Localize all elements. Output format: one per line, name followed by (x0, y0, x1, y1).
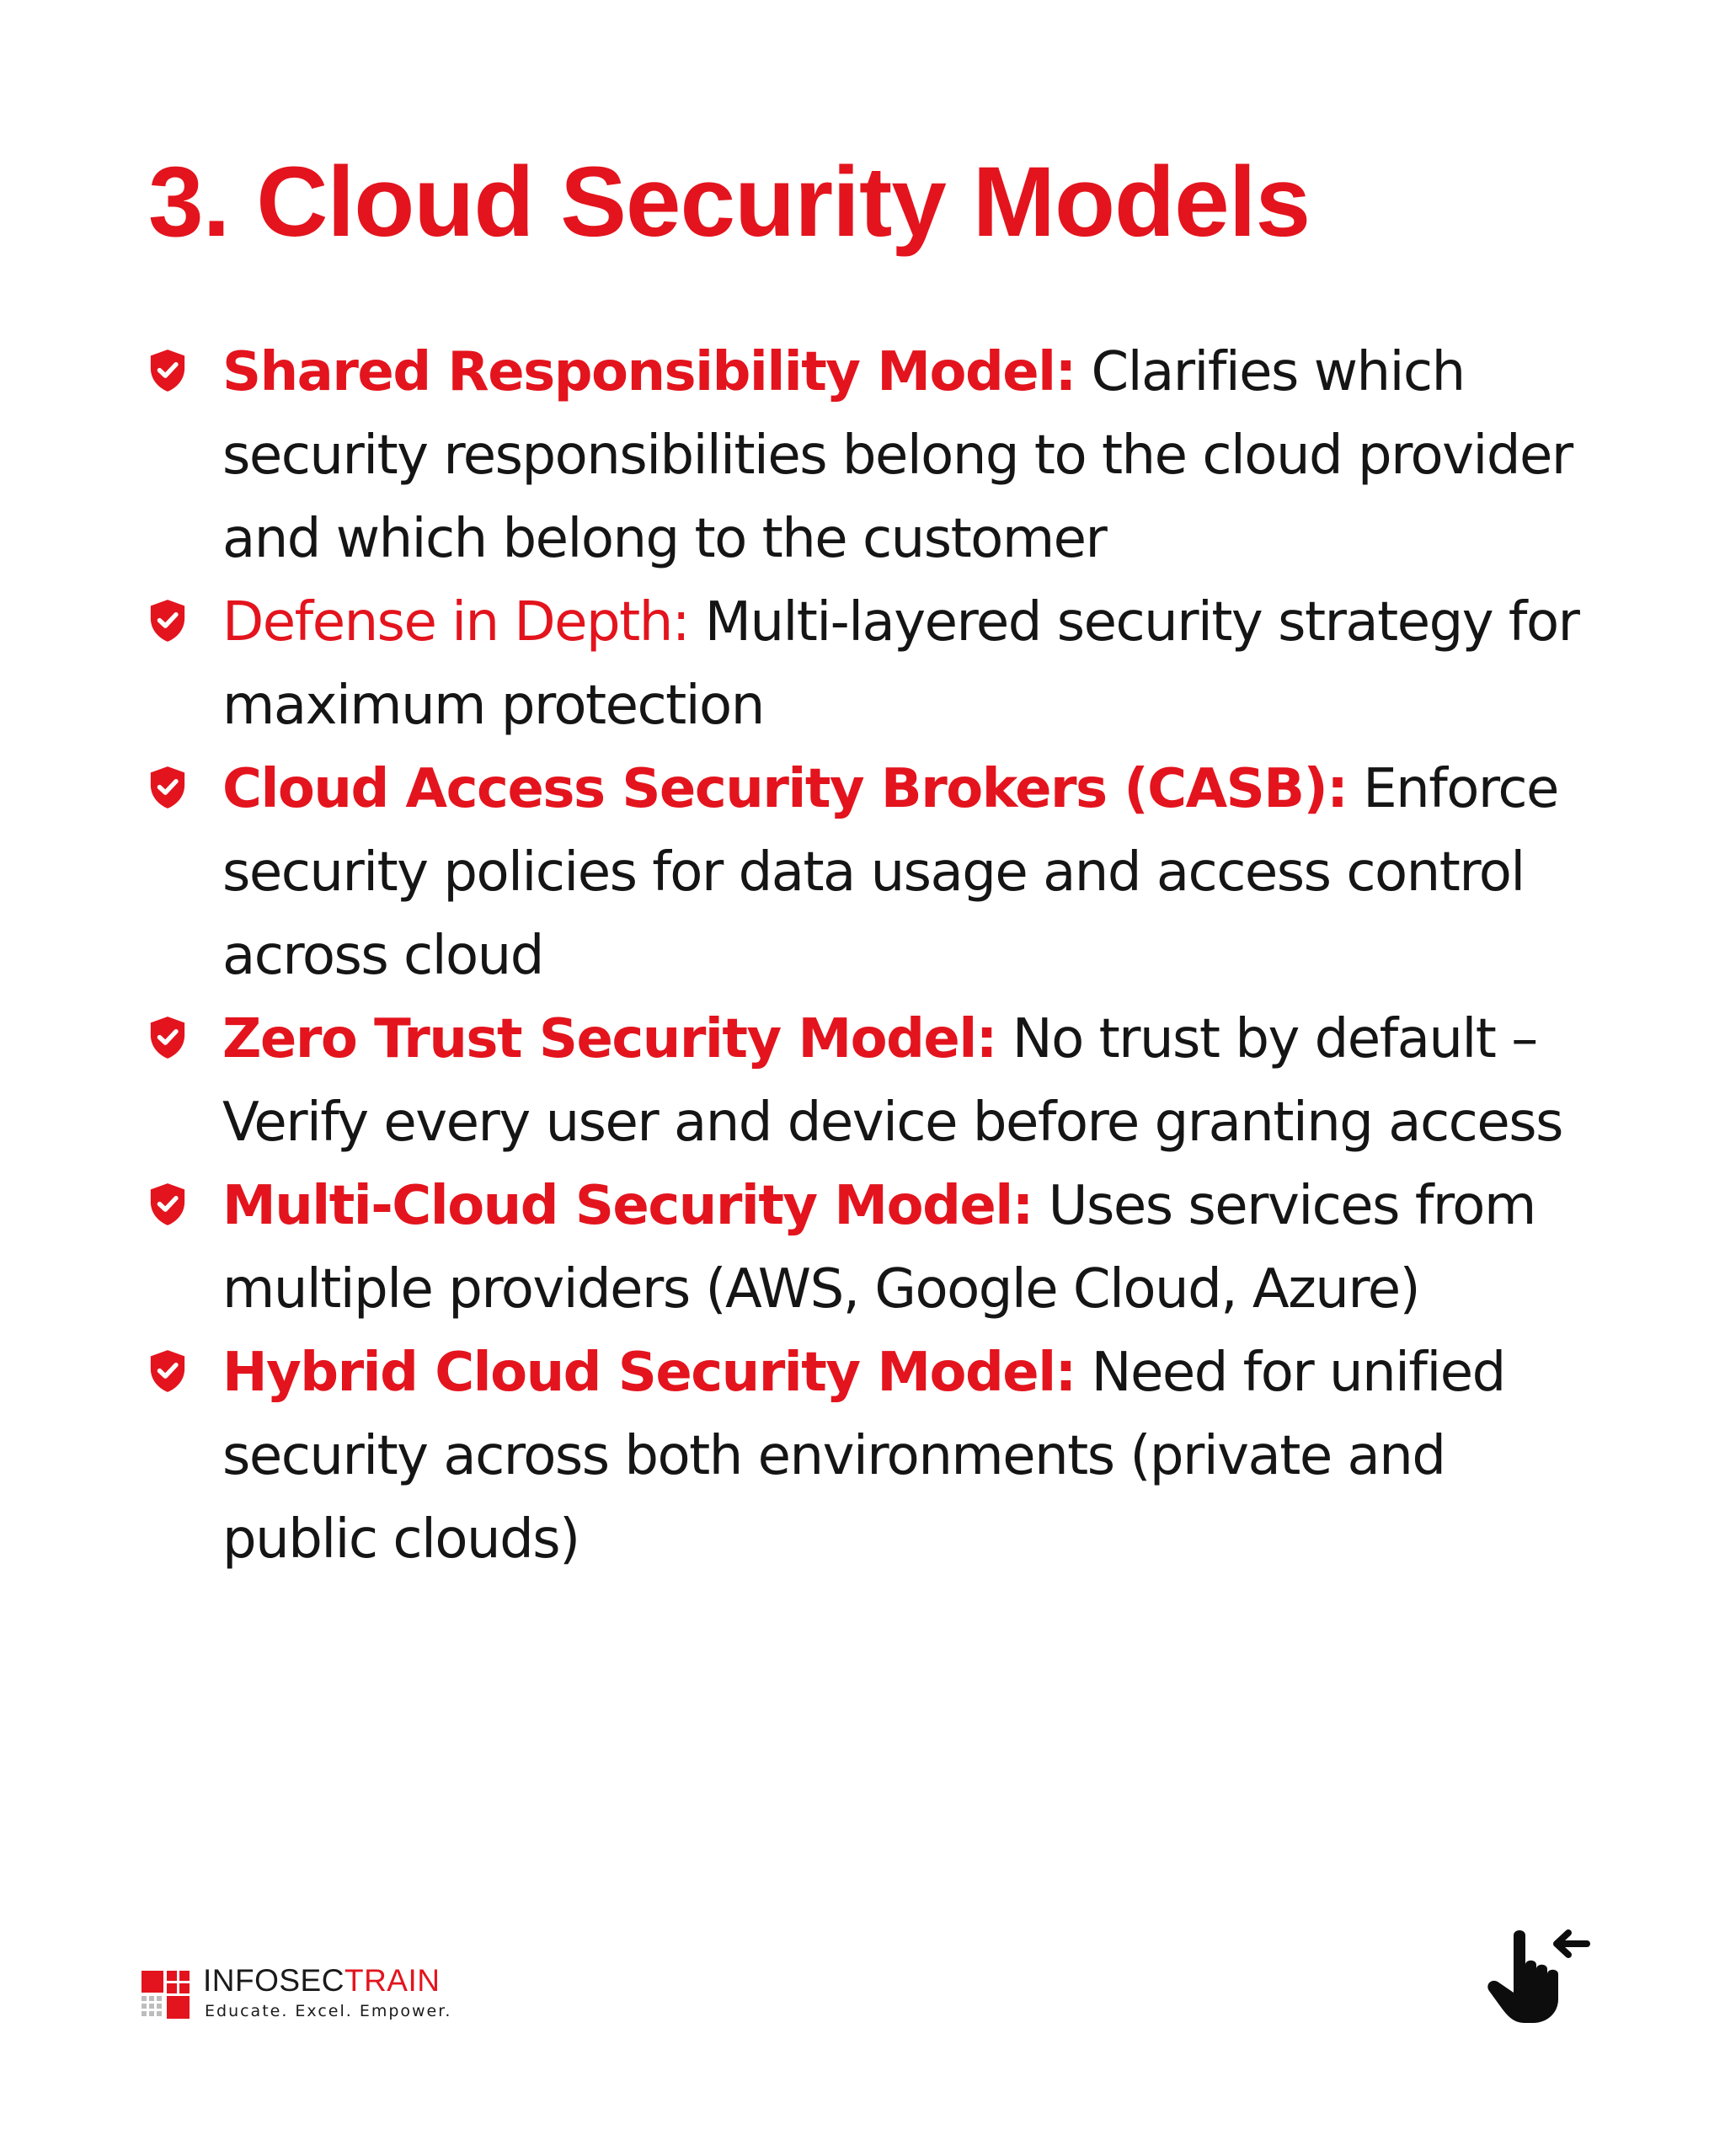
security-model-list (148, 331, 1597, 1582)
list-item-multi-cloud (148, 1165, 1597, 1331)
brand-name-part2: TRAIN (344, 1963, 441, 1998)
list-item-zero-trust (148, 998, 1597, 1165)
shield-check-icon (148, 348, 187, 393)
model-term: Zero Trust Security Model: (222, 1008, 996, 1070)
model-description: Enforce security policies for data usage and access control across cloud (222, 758, 1558, 987)
model-term: Cloud Access Security Brokers (CASB): (222, 758, 1348, 820)
shield-check-icon (148, 1015, 187, 1060)
shield-check-icon (148, 1182, 187, 1227)
model-description: Need for unified security across both environments (private and public clouds) (222, 1342, 1505, 1571)
list-item-hybrid-cloud (148, 1331, 1597, 1582)
list-item-casb (148, 748, 1597, 998)
model-description: No trust by default – Verify every user and device before granting access (222, 1008, 1562, 1154)
model-description: Uses services from multiple providers (AWS, Google Cloud, Azure) (222, 1175, 1535, 1321)
brand-grid-icon (142, 1971, 190, 2020)
model-description: Clarifies which security responsibilities belong to the cloud provider and which belong to the customer (222, 341, 1573, 570)
list-item-shared-responsibility (148, 331, 1597, 581)
model-description: Multi-layered security strategy for maximum protection (222, 591, 1579, 737)
model-term: Shared Responsibility Model: (222, 341, 1076, 403)
brand-tagline: Educate. Excel. Empower. (205, 2002, 452, 2020)
swipe-hand-icon (1484, 1919, 1594, 2028)
brand-name (203, 1962, 440, 1999)
model-term: Defense in Depth: (222, 591, 689, 654)
shield-check-icon (148, 598, 187, 643)
page-title: 3. Cloud Security Models (148, 147, 1311, 258)
brand-logo (142, 1962, 462, 2025)
model-term: Hybrid Cloud Security Model: (222, 1342, 1076, 1404)
model-term: Multi-Cloud Security Model: (222, 1175, 1033, 1237)
brand-name-part1: INFOSEC (203, 1963, 344, 1998)
shield-check-icon (148, 765, 187, 810)
list-item-defense-in-depth (148, 581, 1597, 748)
shield-check-icon (148, 1348, 187, 1394)
